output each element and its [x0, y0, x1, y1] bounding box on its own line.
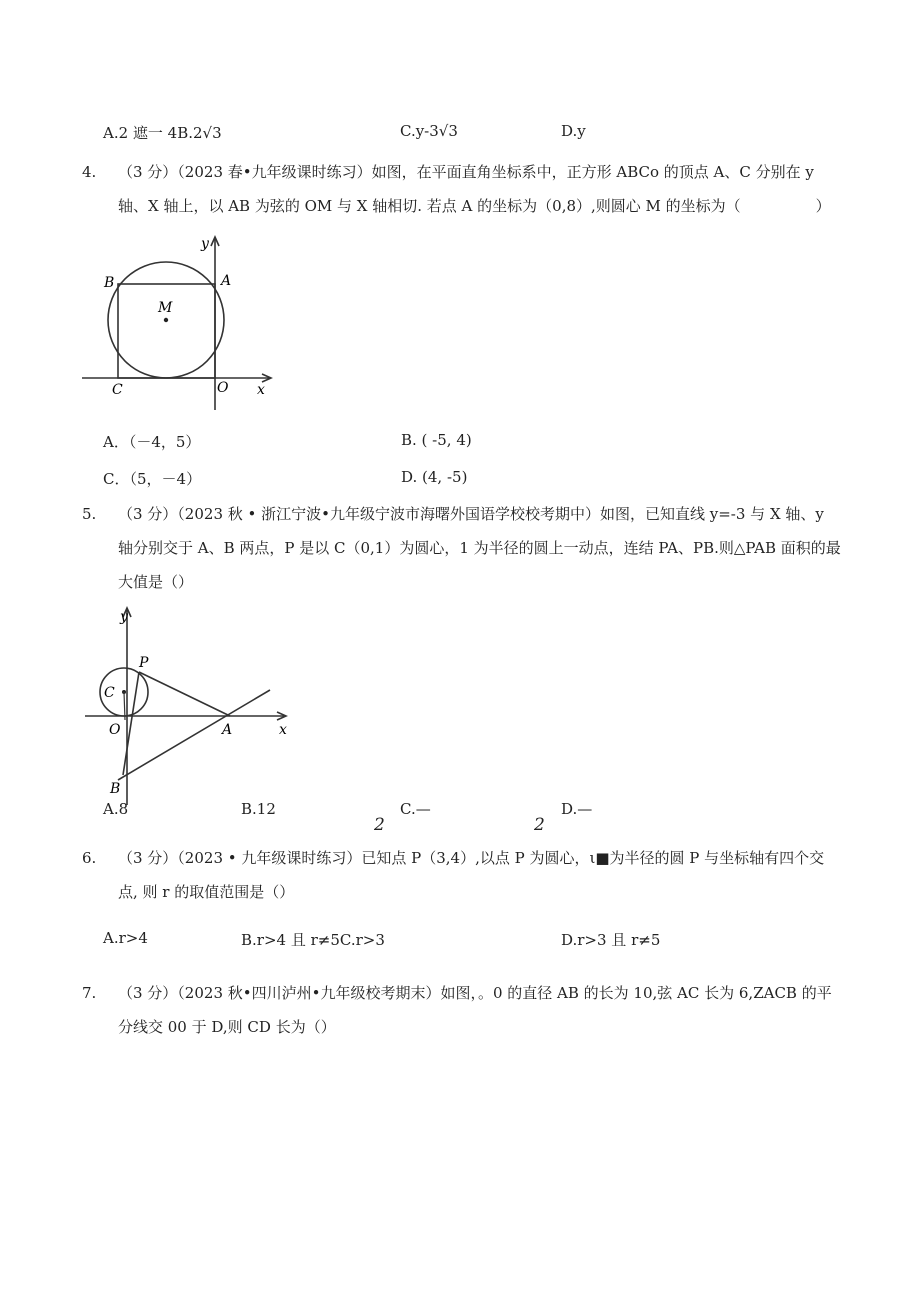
q5-option-c: C.— [400, 800, 431, 818]
question-5-text: （3 分）（2023 秋 • 浙江宁波•九年级宁波市海曙外国语学校校考期中）如图，已知直线 y=-3 与 X 轴、y 轴分别交于 A、B 两点，P 是以 C（0,1）为圆心，1 为半径的圆上一动点，连结 PA、PB.则△PAB 面积的最大值是（） [118, 505, 841, 591]
q5-label-b: B [110, 781, 121, 797]
q4-square [118, 284, 215, 378]
q5-label-a: A [222, 722, 233, 738]
q4-figure [80, 232, 280, 412]
q4-label-m: M [158, 300, 173, 316]
question-7-text: （3 分）（2023 秋•四川泸州•九年级校考期末）如图，。0 的直径 AB 的长为 10,弦 AC 长为 6,ZACB 的平分线交 00 于 D,则 CD 长为（） [118, 984, 832, 1036]
q5-option-d-denominator: 2 [534, 815, 545, 835]
q4-option-a: A．（－4，5） [103, 433, 201, 451]
question-6-number: 6. [82, 849, 97, 867]
q5-segment-pa [139, 672, 230, 716]
q4-label-c: C [112, 382, 123, 398]
q3-option-a: A.2 遮一 4B.2√3 [103, 124, 222, 142]
q4-option-d: D. (4, -5) [401, 468, 468, 486]
question-7 [82, 976, 842, 1044]
q5-segment-pb [123, 672, 139, 775]
q5-label-c: C [104, 685, 115, 701]
question-4-text: （3 分）（2023 春•九年级课时练习）如图，在平面直角坐标系中，正方形 ABCo 的顶点 A、C 分别在 y 轴、X 轴上，以 AB 为弦的 OM 与 X 轴相切. 若点 A 的坐标为（0,8）,则圆心 M 的坐标为（ ） [118, 163, 831, 215]
q4-label-y: y [201, 236, 209, 252]
q5-option-a: A.8 [103, 800, 129, 818]
q5-label-y: y [120, 609, 128, 625]
q4-center-dot [164, 318, 168, 322]
q5-option-b: B.12 [241, 800, 276, 818]
q5-label-p: P [139, 655, 149, 671]
q4-label-a: A [221, 273, 232, 289]
question-6 [82, 841, 842, 909]
q5-figure [80, 600, 295, 805]
q4-option-c: C．（5，－4） [103, 470, 202, 488]
q4-option-b: B. ( -5, 4) [401, 431, 472, 449]
q4-label-o: O [217, 380, 229, 396]
q5-label-x: x [279, 722, 287, 738]
q6-option-a: A.r>4 [103, 929, 148, 947]
question-5 [82, 497, 842, 599]
q5-option-c-denominator: 2 [374, 815, 385, 835]
q3-option-c: C.y-3√3 [400, 122, 458, 140]
q4-label-b: B [104, 275, 115, 291]
q5-line-ab [118, 690, 270, 780]
question-4-number: 4. [82, 163, 97, 181]
q6-option-b: B.r>4 且 r≠5C.r>3 [241, 931, 385, 949]
question-6-text: （3 分）（2023 • 九年级课时练习）已知点 P（3,4）,以点 P 为圆心，ι■为半径的圆 P 与坐标轴有四个交点, 则 r 的取值范围是（） [118, 849, 825, 901]
q3-option-d: D.y [561, 122, 586, 140]
q4-label-x: x [257, 382, 265, 398]
question-4 [82, 155, 842, 223]
question-7-number: 7. [82, 984, 97, 1002]
question-5-number: 5. [82, 505, 97, 523]
q6-option-d: D.r>3 且 r≠5 [561, 931, 661, 949]
q5-label-o: O [109, 722, 121, 738]
q5-option-d: D.— [561, 800, 593, 818]
